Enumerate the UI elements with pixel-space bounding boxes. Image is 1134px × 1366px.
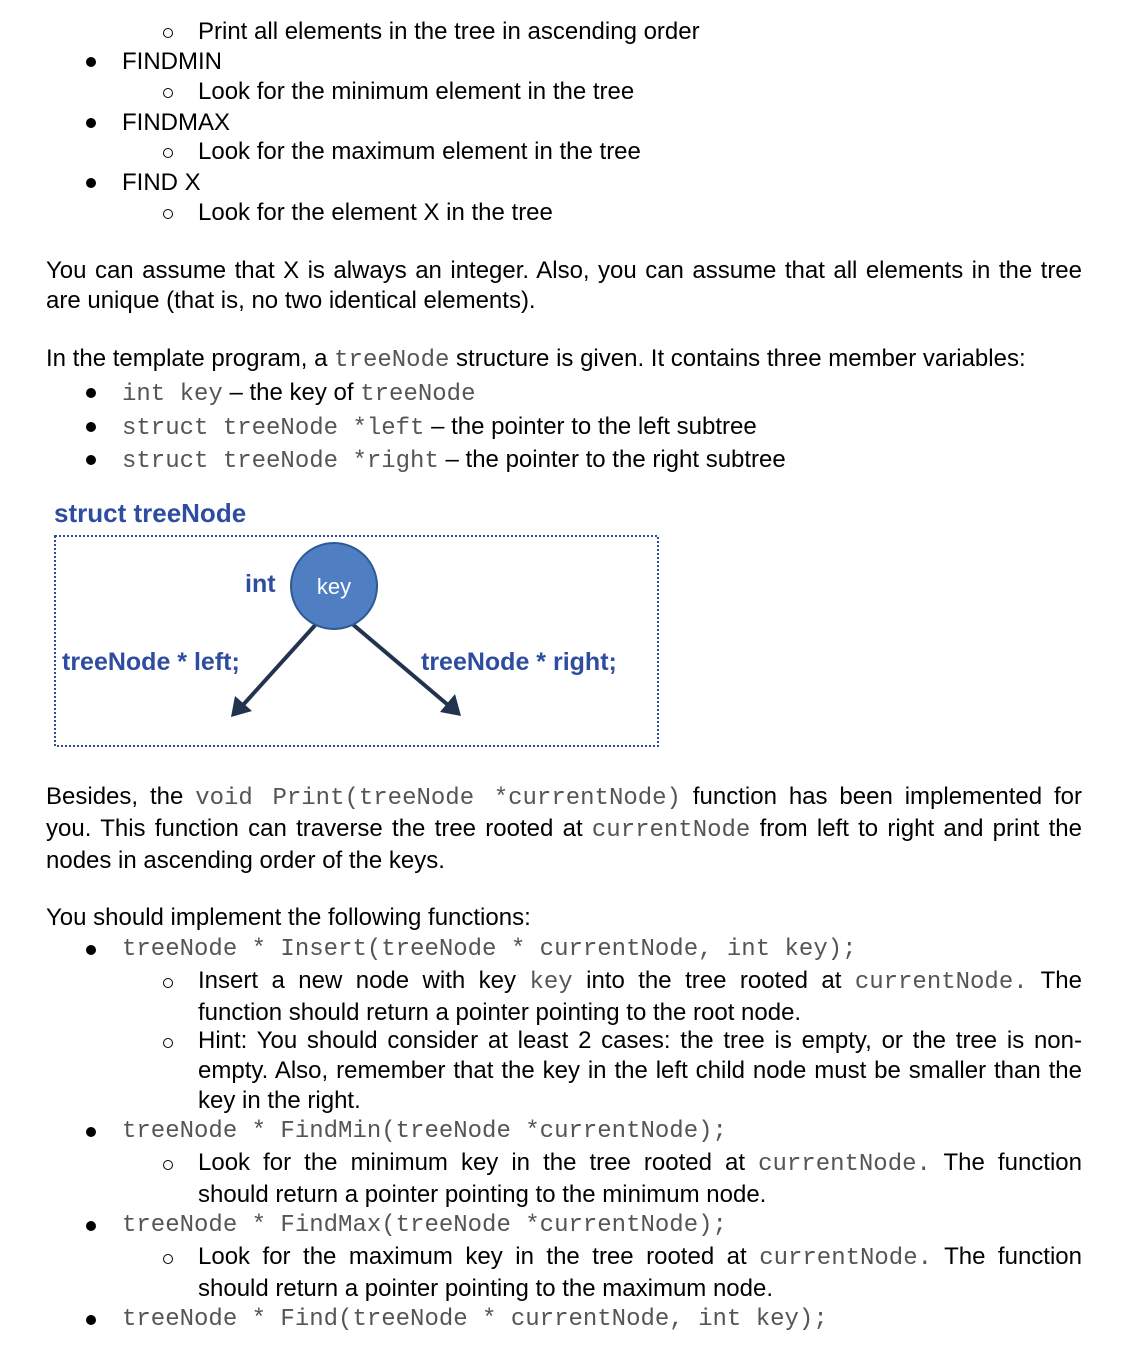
member-left-code: struct treeNode *left: [122, 415, 425, 442]
findmax-desc-code: currentNode.: [759, 1245, 933, 1272]
member-key-text: – the key of: [222, 379, 361, 406]
left-arrow-line: [243, 622, 318, 705]
insert-signature: treeNode * Insert(treeNode * currentNode, int key);: [122, 936, 857, 963]
sub-bullet-icon: [163, 1038, 173, 1048]
print-description: Print all elements in the tree in ascending order: [198, 18, 700, 45]
insert-desc-code2: currentNode.: [854, 969, 1028, 996]
diagram-title: struct treeNode: [54, 498, 247, 528]
insert-desc-text2: into the tree rooted at: [572, 967, 855, 994]
sub-bullet-icon: [163, 1160, 173, 1170]
findmin-function-description: [198, 1148, 1082, 1210]
findmax-desc-text1: Look for the maximum key in the tree rooted at: [198, 1243, 760, 1270]
template-intro-text1: In the template program, a: [46, 345, 335, 372]
member-key-code2: treeNode: [360, 381, 476, 408]
member-right-text: – the pointer to the right subtree: [438, 446, 786, 473]
assumption-paragraph: You can assume that X is always an integer. Also, you can assume that all elements in the tree are unique (that is, no two identical elements).: [46, 257, 1082, 314]
findmax-description: Look for the maximum element in the tree: [198, 138, 641, 165]
besides-paragraph: [46, 782, 1082, 876]
template-intro-code: treeNode: [334, 347, 450, 374]
findmax-signature: treeNode * FindMax(treeNode *currentNode);: [122, 1212, 727, 1239]
insert-desc-text1: Insert a new node with key: [198, 967, 530, 994]
findmin-signature: treeNode * FindMin(treeNode *currentNode);: [122, 1118, 727, 1145]
node-key-label: key: [316, 574, 352, 599]
findx-item: FIND X: [122, 169, 201, 196]
right-pointer-label: treeNode * right;: [421, 648, 617, 676]
bullet-icon: [86, 1315, 96, 1325]
bullet-icon: [86, 1127, 96, 1137]
right-arrow-head-icon: [440, 694, 461, 716]
find-signature: treeNode * Find(treeNode * currentNode, int key);: [122, 1306, 828, 1333]
member-left-text: – the pointer to the left subtree: [424, 413, 757, 440]
insert-desc-code1: key: [529, 969, 573, 996]
bullet-icon: [86, 945, 96, 955]
findmin-desc-text1: Look for the minimum key in the tree rooted at: [198, 1149, 759, 1176]
sub-bullet-icon: [163, 1254, 173, 1264]
left-pointer-label: treeNode * left;: [62, 648, 240, 676]
member-key-code: int key: [122, 381, 223, 408]
findmin-description: Look for the minimum element in the tree: [198, 78, 635, 105]
template-intro-text2: structure is given. It contains three member variables:: [449, 345, 1026, 372]
int-label: int: [245, 570, 276, 598]
findmax-item: FINDMAX: [122, 109, 230, 136]
besides-text2: function has been implemented for you. This function can traverse the tree rooted at: [46, 783, 1083, 842]
findmin-desc-text2: The function should return a pointer pointing to the minimum node.: [198, 1149, 1082, 1208]
implement-intro: You should implement the following functions:: [46, 904, 531, 931]
findmax-function-description: [198, 1242, 1082, 1304]
findmin-desc-code: currentNode.: [758, 1151, 931, 1178]
sub-bullet-icon: [163, 978, 173, 988]
insert-description: [198, 966, 1082, 1028]
insert-hint: Hint: You should consider at least 2 cases: the tree is empty, or the tree is non-empty. Also, remember that the key in the left child node must be smaller than the key in the right.: [198, 1027, 1082, 1114]
findmax-desc-text2: The function should return a pointer pointing to the maximum node.: [198, 1243, 1082, 1302]
findmin-item: FINDMIN: [122, 48, 222, 75]
insert-desc-text3: The function should return a pointer pointing to the root node.: [198, 967, 1083, 1026]
findx-description: Look for the element X in the tree: [198, 199, 553, 226]
besides-code1: void Print(treeNode *currentNode): [195, 785, 681, 812]
besides-code2: currentNode: [591, 817, 751, 844]
besides-text1: Besides, the: [46, 783, 196, 810]
member-right-code: struct treeNode *right: [122, 448, 439, 475]
bullet-icon: [86, 1221, 96, 1231]
besides-text3: from left to right and print the nodes in ascending order of the keys.: [46, 815, 1082, 874]
